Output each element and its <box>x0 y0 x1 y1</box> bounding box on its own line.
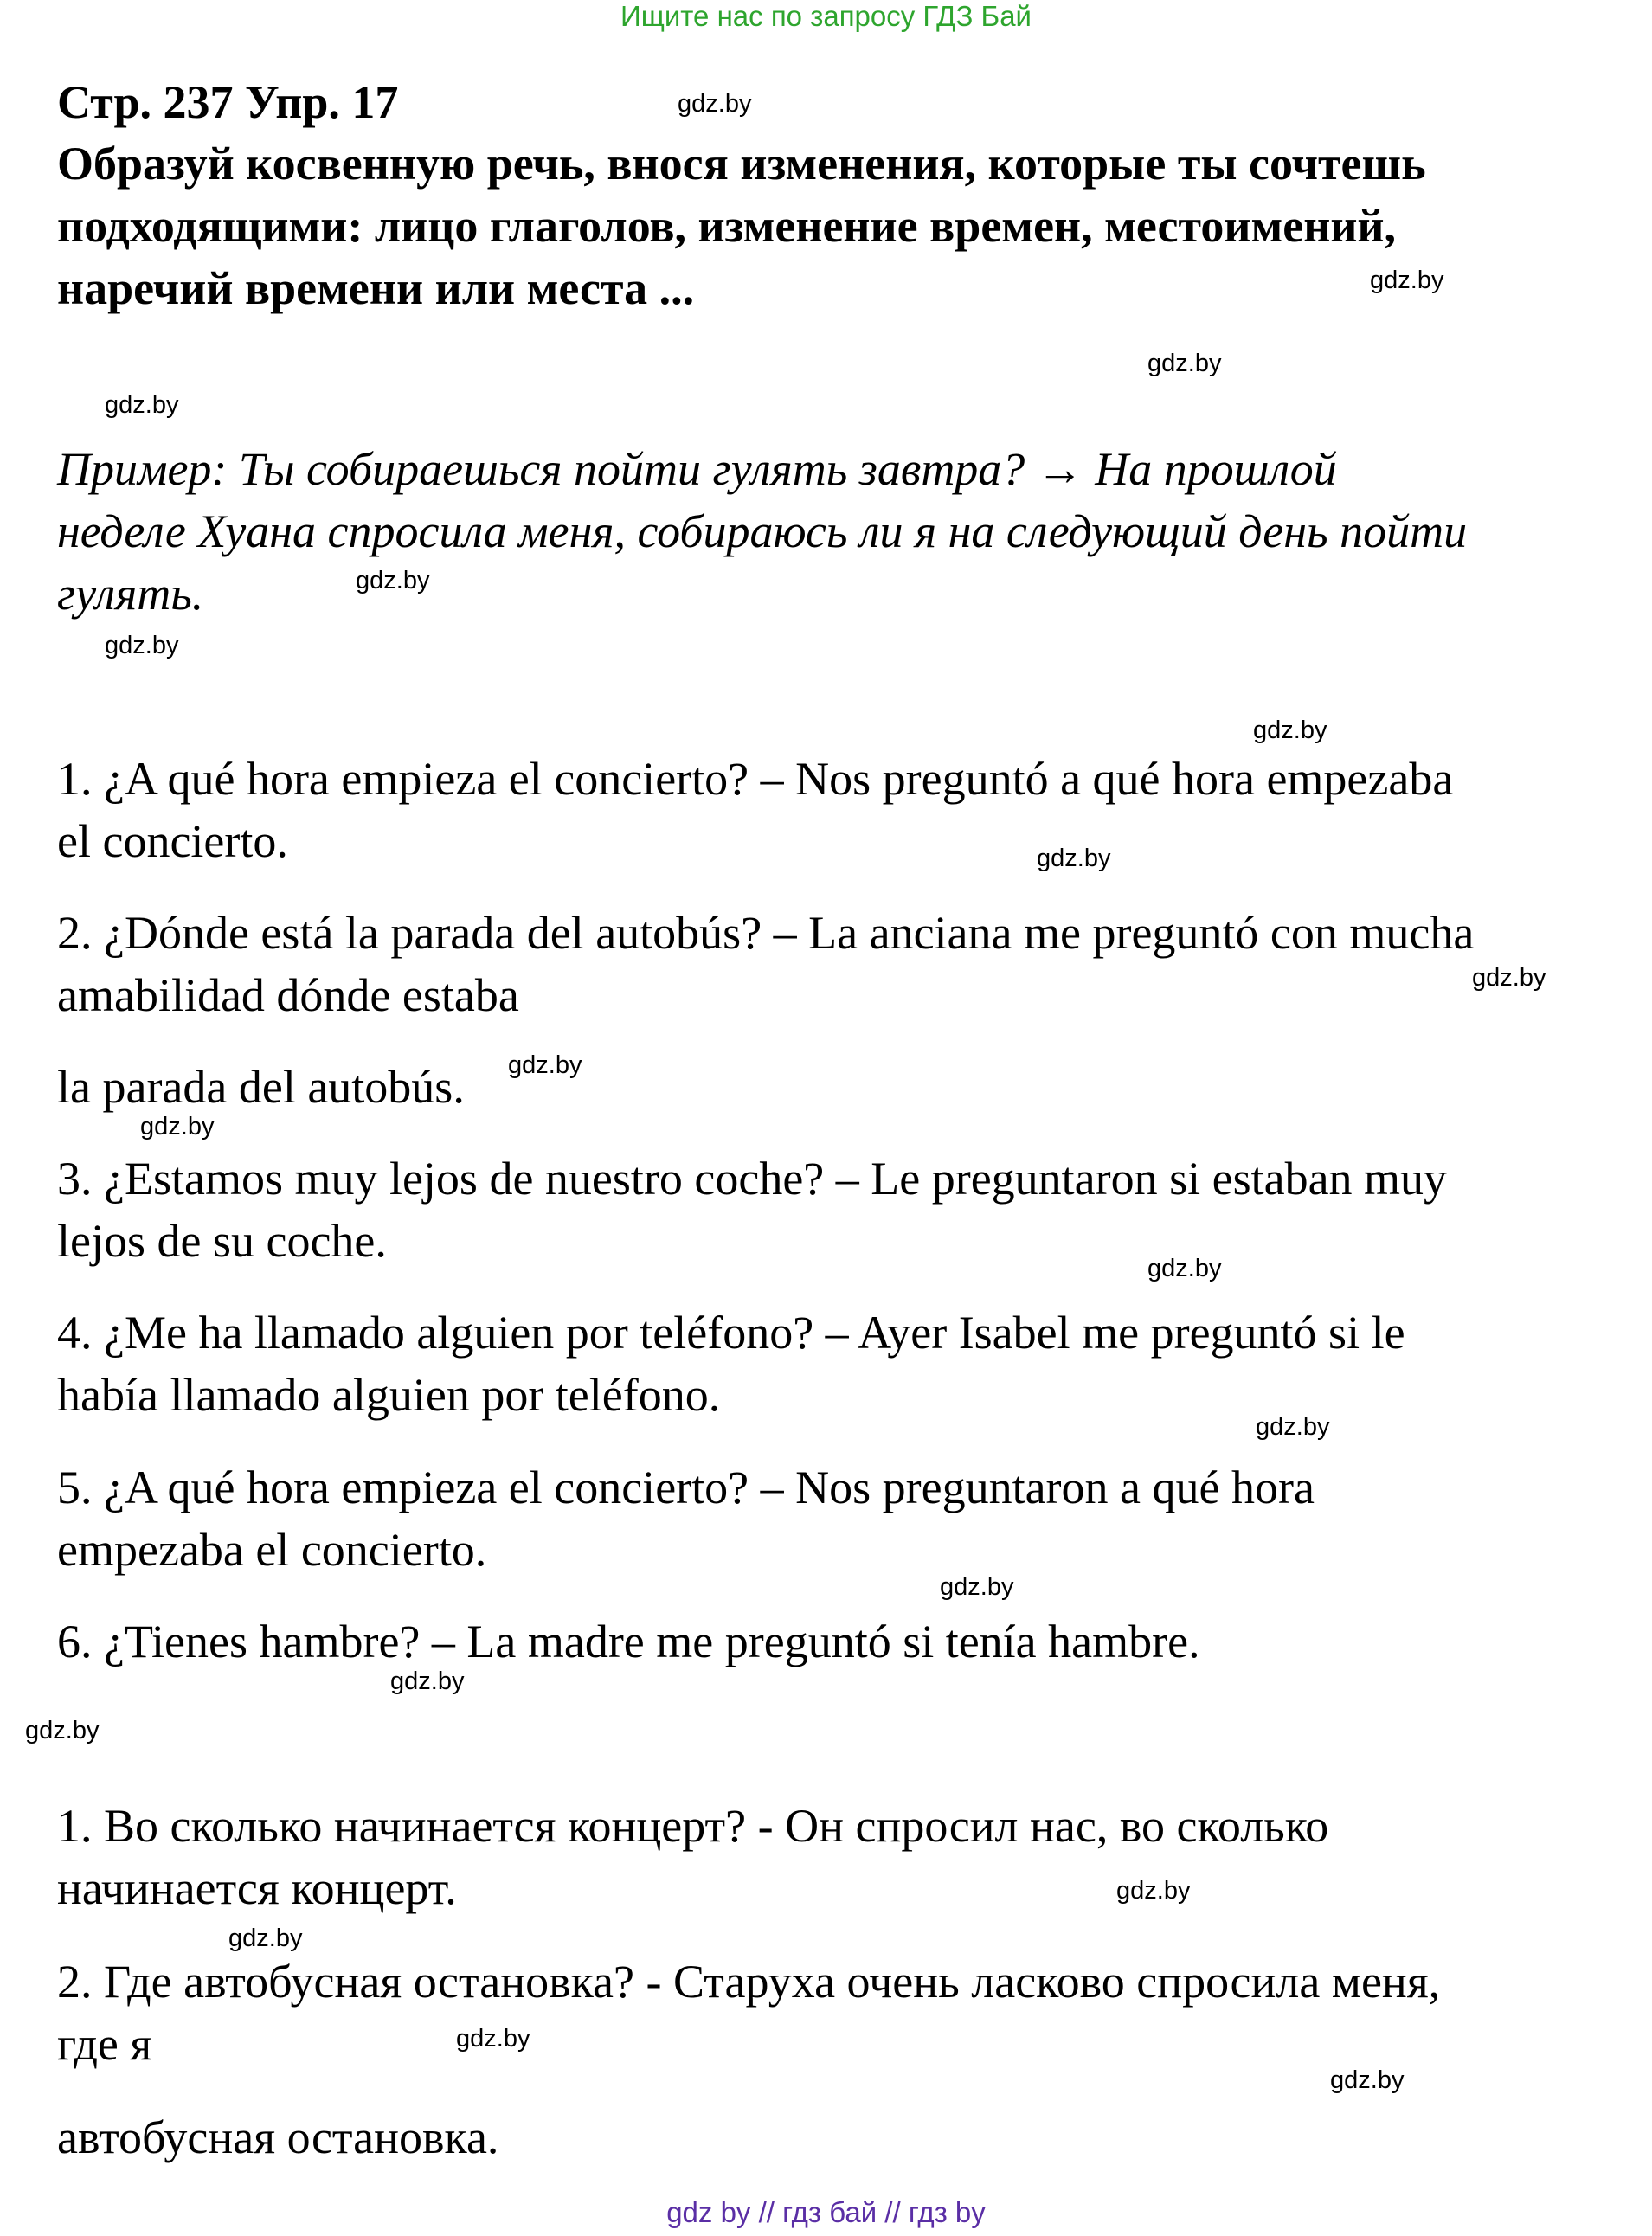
watermark: gdz.by <box>508 1051 582 1079</box>
watermark: gdz.by <box>228 1924 303 1952</box>
top-banner: Ищите нас по запросу ГДЗ Бай <box>620 0 1032 32</box>
russian-item-2-line-1: 2. Где автобусная остановка? - Старуха очень ласково спросила меня, <box>57 1956 1441 2008</box>
task-instruction-line-3: наречий времени или места ... <box>57 262 695 314</box>
watermark: gdz.by <box>25 1717 100 1744</box>
spanish-item-3-line-2: lejos de su coche. <box>57 1215 387 1267</box>
spanish-item-1-line-1: 1. ¿A qué hora empieza el concierto? – Nos preguntó a qué hora empezaba <box>57 753 1454 805</box>
task-instruction-line-1: Образуй косвенную речь, внося изменения, которые ты сочтешь <box>57 138 1426 190</box>
spanish-item-5-line-2: empezaba el concierto. <box>57 1524 487 1576</box>
task-instruction-line-2: подходящими: лицо глаголов, изменение времен, местоимений, <box>57 200 1397 252</box>
watermark: gdz.by <box>1253 716 1327 744</box>
spanish-item-2-line-3: la parada del autobús. <box>57 1061 465 1113</box>
russian-item-1-line-2: начинается концерт. <box>57 1862 457 1914</box>
watermark: gdz.by <box>1147 1255 1222 1282</box>
spanish-item-3-line-1: 3. ¿Estamos muy lejos de nuestro coche? – Le preguntaron si estaban muy <box>57 1153 1448 1205</box>
spanish-item-2-line-2: amabilidad dónde estaba <box>57 969 519 1021</box>
russian-item-2-line-2: где я <box>57 2018 152 2070</box>
watermark: gdz.by <box>940 1573 1014 1601</box>
spanish-item-4-line-2: había llamado alguien por teléfono. <box>57 1369 721 1421</box>
watermark: gdz.by <box>1330 2066 1405 2094</box>
watermark: gdz.by <box>1037 845 1111 872</box>
spanish-item-1-line-2: el concierto. <box>57 815 288 867</box>
example-line-3: гулять. <box>57 568 204 620</box>
watermark: gdz.by <box>105 632 179 659</box>
watermark: gdz.by <box>356 567 430 594</box>
spanish-item-5-line-1: 5. ¿A qué hora empieza el concierto? – Nos preguntaron a qué hora <box>57 1462 1315 1513</box>
spanish-item-4-line-1: 4. ¿Me ha llamado alguien por teléfono? – Ayer Isabel me preguntó si le <box>57 1307 1405 1359</box>
watermark: gdz.by <box>1370 267 1444 294</box>
watermark: gdz.by <box>1256 1413 1330 1441</box>
page-title: Стр. 237 Упр. 17 <box>57 76 399 128</box>
watermark: gdz.by <box>140 1113 215 1140</box>
watermark: gdz.by <box>1472 964 1546 992</box>
watermark: gdz.by <box>105 391 179 419</box>
watermark: gdz.by <box>456 2025 530 2053</box>
watermark: gdz.by <box>390 1667 465 1695</box>
russian-item-1-line-1: 1. Во сколько начинается концерт? - Он спросил нас, во сколько <box>57 1800 1329 1852</box>
example-line-2: неделе Хуана спросила меня, собираюсь ли я на следующий день пойти <box>57 505 1468 557</box>
watermark: gdz.by <box>678 90 752 118</box>
bottom-banner: gdz by // гдз бай // гдз by <box>666 2196 986 2228</box>
russian-item-2-line-3: автобусная остановка. <box>57 2111 499 2163</box>
spanish-item-6-line-1: 6. ¿Tienes hambre? – La madre me preguntó si tenía hambre. <box>57 1616 1200 1667</box>
watermark: gdz.by <box>1116 1877 1191 1905</box>
spanish-item-2-line-1: 2. ¿Dónde está la parada del autobús? – La anciana me preguntó con mucha <box>57 907 1475 959</box>
example-line-1: Пример: Ты собираешься пойти гулять завтра? → На прошлой <box>57 443 1337 495</box>
watermark: gdz.by <box>1147 350 1222 377</box>
